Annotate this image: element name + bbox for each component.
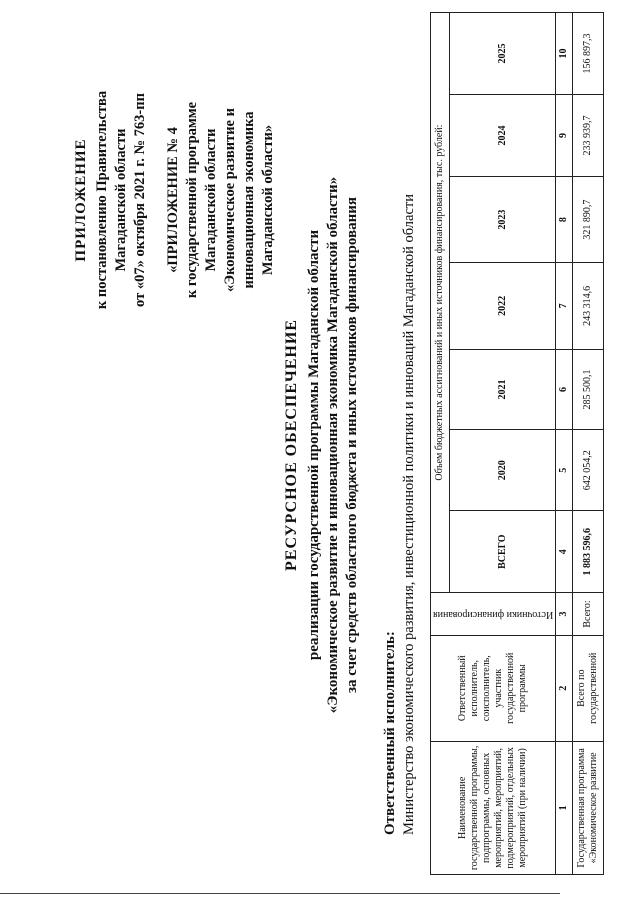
table-header-row [431, 13, 450, 875]
row-source: Всего: [573, 593, 604, 636]
row-value: 243 314,6 [573, 263, 604, 349]
resource-table [430, 12, 604, 875]
column-number: 6 [556, 349, 573, 430]
table-number-row [556, 13, 573, 875]
title-line: за счет средств областного бюджета и иных источников финансирования [344, 197, 360, 693]
header-year: 2023 [450, 176, 556, 262]
responsible-label: Ответственный исполнитель: [382, 631, 398, 835]
document-title [282, 105, 362, 785]
appendix-heading: ПРИЛОЖЕНИЕ [73, 138, 89, 262]
row-name: Государственная программа «Экономическое развитие [573, 741, 604, 874]
annex-line: к государственной программе [184, 101, 200, 299]
annex-line: инновационная экономика [241, 111, 257, 289]
spacer [150, 20, 164, 380]
row-value: 233 939,7 [573, 95, 604, 177]
row-value: 321 890,7 [573, 176, 604, 262]
appendix-line: Магаданской области [113, 128, 129, 272]
header-year: 2024 [450, 95, 556, 177]
annex-heading: «ПРИЛОЖЕНИЕ № 4 [165, 127, 181, 273]
header-source [431, 593, 556, 636]
row-value: 285 500,1 [573, 349, 604, 430]
header-name: Наименование государственной программы, подпрограммы, основных мероприятий, мероприятий, подмероприятий, отдельных мероприятий (при наличии) [431, 741, 556, 874]
column-number: 1 [556, 741, 573, 874]
annex-line: «Экономическое развитие и [222, 108, 238, 292]
row-executor: Всего по государственной [573, 635, 604, 741]
table-row [573, 13, 604, 875]
title-line: реализации государственной программы Магаданской области [306, 229, 322, 661]
appendix-block [72, 20, 278, 380]
header-source-text: Источники финансирования [433, 608, 554, 620]
row-value: 156 897,3 [573, 13, 604, 95]
header-executor: Ответственный исполнитель, соисполнитель, участник государственной программы [431, 635, 556, 741]
column-number: 8 [556, 176, 573, 262]
header-year: ВСЕГО [450, 511, 556, 593]
title-line: «Экономическое развитие и инновационная экономика Магаданской области» [325, 176, 341, 714]
row-value-total: 1 883 596,6 [573, 511, 604, 593]
header-budget-group: Объем бюджетных ассигнований и иных источников финансирования, тыс. рублей: [431, 13, 450, 593]
row-value: 642 054,2 [573, 430, 604, 511]
scan-edge-line [0, 893, 560, 894]
responsible-value: Министерство экономического развития, инвестиционной политики и инноваций Магаданской области [401, 194, 417, 835]
column-number: 10 [556, 13, 573, 95]
column-number: 7 [556, 263, 573, 349]
title-main: РЕСУРСНОЕ ОБЕСПЕЧЕНИЕ [283, 319, 300, 571]
header-year: 2020 [450, 430, 556, 511]
column-number: 2 [556, 635, 573, 741]
header-year: 2021 [450, 349, 556, 430]
annex-line: Магаданской области» [260, 124, 276, 276]
appendix-line: от «07» октября 2021 г. № 763-пп [132, 93, 148, 307]
column-number: 3 [556, 593, 573, 636]
header-year: 2022 [450, 263, 556, 349]
annex-line: Магаданской области [203, 128, 219, 272]
column-number: 5 [556, 430, 573, 511]
header-year: 2025 [450, 13, 556, 95]
column-number: 4 [556, 511, 573, 593]
column-number: 9 [556, 95, 573, 177]
appendix-line: к постановлению Правительства [94, 90, 110, 310]
